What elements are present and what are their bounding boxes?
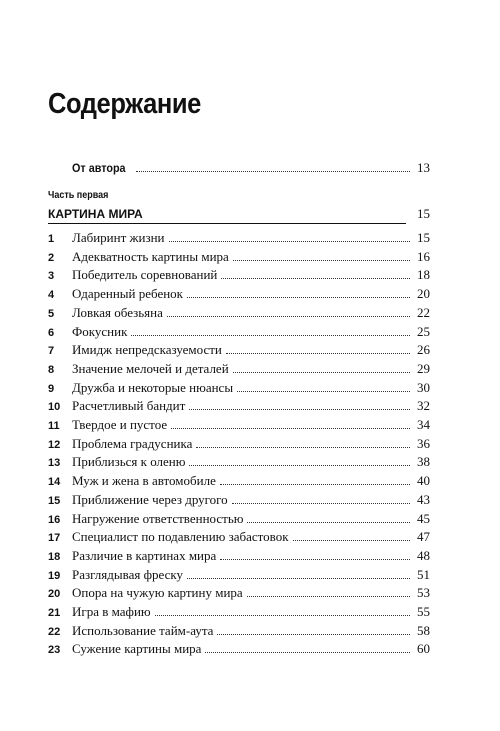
chapter-number: 9 bbox=[48, 382, 55, 395]
dot-leader bbox=[205, 642, 410, 653]
toc-entry bbox=[48, 361, 430, 377]
chapter-number: 7 bbox=[48, 345, 55, 358]
dot-leader bbox=[233, 250, 410, 261]
chapter-page: 29 bbox=[417, 360, 430, 376]
dot-leader bbox=[171, 418, 410, 429]
chapter-page: 34 bbox=[417, 417, 430, 432]
toc-entry bbox=[48, 380, 430, 396]
chapter-number: 23 bbox=[48, 644, 61, 657]
chapter-title: Расчетливый бандит bbox=[72, 398, 186, 414]
chapter-number: 22 bbox=[48, 625, 61, 638]
chapter-page: 26 bbox=[417, 342, 430, 358]
chapter-number: 17 bbox=[48, 532, 61, 545]
chapter-number: 15 bbox=[48, 494, 61, 507]
chapter-number: 4 bbox=[48, 289, 55, 302]
toc-entry-author bbox=[48, 160, 430, 176]
toc-entry bbox=[48, 436, 430, 452]
chapter-number: 19 bbox=[48, 569, 61, 582]
chapter-title: Значение мелочей и деталей bbox=[72, 360, 229, 376]
chapter-page: 32 bbox=[417, 398, 430, 414]
chapter-page: 58 bbox=[417, 622, 430, 638]
chapter-title: Лабиринт жизни bbox=[72, 230, 165, 245]
chapter-title: Одаренный ребенок bbox=[72, 286, 183, 302]
chapter-title: Имидж непредсказуемости bbox=[72, 342, 222, 358]
dot-leader bbox=[131, 325, 410, 336]
toc-entry bbox=[48, 548, 430, 564]
chapter-number: 18 bbox=[48, 550, 61, 563]
page-title: Содержание bbox=[48, 88, 201, 120]
part-heading bbox=[48, 207, 430, 223]
toc-entry bbox=[48, 529, 430, 545]
dot-leader bbox=[169, 231, 411, 242]
chapter-number: 5 bbox=[48, 307, 55, 320]
chapter-page: 20 bbox=[417, 286, 430, 302]
chapter-title: Разглядывая фреску bbox=[72, 566, 184, 582]
dot-leader bbox=[237, 381, 410, 392]
chapter-title: Адекватность картины мира bbox=[72, 248, 229, 264]
dot-leader bbox=[247, 512, 410, 523]
dot-leader bbox=[293, 530, 410, 541]
chapter-title: Фокусник bbox=[72, 323, 128, 339]
chapter-title: Муж и жена в автомобиле bbox=[72, 473, 216, 489]
chapter-number: 16 bbox=[48, 513, 61, 526]
chapter-number: 14 bbox=[48, 476, 61, 489]
chapter-title: Твердое и пустое bbox=[72, 417, 168, 432]
chapter-title: Победитель соревнований bbox=[72, 267, 218, 283]
chapter-number: 6 bbox=[48, 326, 55, 339]
chapter-number: 2 bbox=[48, 251, 55, 264]
dot-leader bbox=[220, 549, 410, 560]
dot-leader bbox=[136, 161, 411, 172]
chapter-title: Проблема градусника bbox=[72, 435, 193, 451]
chapter-title: Нагружение ответственностью bbox=[72, 510, 244, 526]
chapter-number: 20 bbox=[48, 588, 61, 601]
toc-entry bbox=[48, 249, 430, 265]
chapter-title: Использование тайм-аута bbox=[72, 622, 214, 638]
dot-leader bbox=[189, 455, 410, 466]
chapter-page: 43 bbox=[417, 491, 430, 507]
toc-entry bbox=[48, 342, 430, 358]
chapter-page: 60 bbox=[417, 641, 430, 657]
dot-leader bbox=[217, 624, 410, 635]
dot-leader bbox=[187, 568, 410, 579]
chapter-title: Сужение картины мира bbox=[72, 641, 202, 657]
chapter-title: Опора на чужую картину мира bbox=[72, 585, 243, 601]
chapter-page: 38 bbox=[417, 454, 430, 470]
chapter-title: Специалист по подавлению забастовок bbox=[72, 529, 289, 545]
dot-leader bbox=[247, 586, 410, 597]
chapter-page: 51 bbox=[417, 566, 430, 582]
chapter-title: Приблизься к оленю bbox=[72, 454, 186, 470]
chapter-page: 53 bbox=[417, 585, 430, 601]
dot-leader bbox=[221, 268, 410, 279]
dot-leader bbox=[226, 343, 410, 354]
chapter-page: 47 bbox=[417, 529, 430, 545]
dot-leader bbox=[187, 287, 410, 298]
toc-entry bbox=[48, 454, 430, 470]
chapter-page: 30 bbox=[417, 379, 430, 395]
chapter-page: 22 bbox=[417, 304, 430, 320]
dot-leader bbox=[189, 399, 410, 410]
toc-entry-label: От автора bbox=[72, 161, 126, 175]
chapter-page: 36 bbox=[417, 435, 430, 451]
toc-entry bbox=[48, 585, 430, 601]
chapter-number: 10 bbox=[48, 401, 61, 414]
chapter-page: 15 bbox=[417, 230, 430, 245]
dot-leader bbox=[233, 362, 410, 373]
chapter-number: 21 bbox=[48, 607, 61, 619]
dot-leader bbox=[220, 474, 410, 485]
part-page: 15 bbox=[417, 206, 430, 221]
toc-entry bbox=[48, 230, 430, 246]
chapter-page: 55 bbox=[417, 604, 430, 619]
chapter-page: 45 bbox=[417, 510, 430, 526]
toc-entry bbox=[48, 286, 430, 302]
chapter-number: 13 bbox=[48, 457, 61, 470]
chapter-title: Приближение через другого bbox=[72, 491, 228, 507]
toc-entry bbox=[48, 492, 430, 508]
chapter-page: 40 bbox=[417, 473, 430, 489]
dot-leader bbox=[167, 306, 410, 317]
chapter-title: Дружба и некоторые нюансы bbox=[72, 379, 234, 395]
chapter-title: Ловкая обезьяна bbox=[72, 304, 163, 320]
chapter-number: 8 bbox=[48, 363, 55, 376]
chapter-page: 25 bbox=[417, 323, 430, 339]
toc-entry bbox=[48, 324, 430, 340]
dot-leader bbox=[155, 605, 410, 616]
toc-entry bbox=[48, 623, 430, 639]
part-label: Часть первая bbox=[48, 190, 109, 201]
toc-entry bbox=[48, 305, 430, 321]
chapter-page: 48 bbox=[417, 547, 430, 563]
chapter-title: Различие в картинах мира bbox=[72, 547, 217, 563]
chapter-page: 16 bbox=[417, 248, 430, 264]
toc-entry bbox=[48, 398, 430, 414]
chapter-title: Игра в мафию bbox=[72, 604, 151, 619]
toc-entry bbox=[48, 641, 430, 657]
toc-entry bbox=[48, 511, 430, 527]
chapter-page: 18 bbox=[417, 267, 430, 283]
chapter-number: 12 bbox=[48, 438, 61, 451]
toc-entry bbox=[48, 473, 430, 489]
toc-entry bbox=[48, 267, 430, 283]
dot-leader bbox=[196, 437, 410, 448]
chapter-number: 11 bbox=[48, 420, 60, 432]
part-title: КАРТИНА МИРА bbox=[48, 207, 406, 224]
dot-leader bbox=[232, 493, 410, 504]
chapter-number: 1 bbox=[48, 233, 55, 245]
toc-entry bbox=[48, 417, 430, 433]
toc-entry bbox=[48, 604, 430, 620]
toc-entry-page: 13 bbox=[417, 160, 430, 175]
toc-entry bbox=[48, 567, 430, 583]
chapter-number: 3 bbox=[48, 270, 55, 283]
